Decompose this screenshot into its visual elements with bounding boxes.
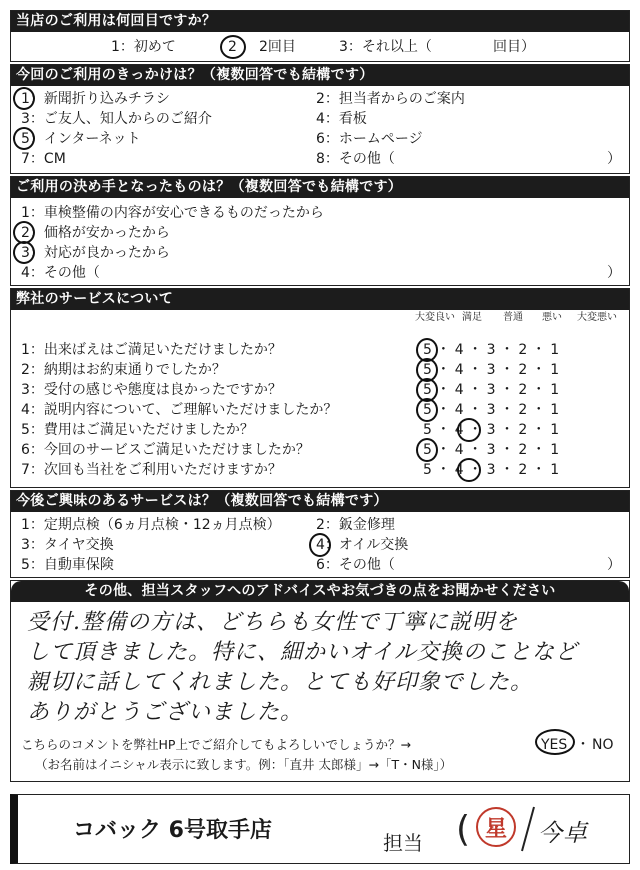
comments-section (10, 580, 630, 782)
publish-no[interactable]: NO (592, 737, 614, 753)
q1-option-2[interactable]: 2回目 (259, 39, 296, 55)
scale-label-3: 普通 (503, 312, 523, 323)
q4-answer-circle-6 (416, 438, 438, 462)
q5-item-5[interactable]: 5：自動車保険 (21, 557, 114, 573)
q4-item-4: 4：説明内容について、ご理解いただけましたか？ (21, 402, 338, 418)
comment-line-2: して頂きました。特に、細かいオイル交換のことなど (27, 640, 578, 665)
q2-item-4[interactable]: 4：看板 (316, 111, 367, 127)
q1-header: 当店のご利用は何回目ですか？ (11, 11, 629, 32)
q4-scale-2[interactable]: 5 ・ 4 ・ 3 ・ 2 ・ 1 (423, 362, 560, 378)
q2-item-1[interactable]: 1：新聞折り込みチラシ (21, 91, 170, 107)
q2-header: 今回のご利用のきっかけは？（複数回答でも結構です） (11, 65, 629, 86)
q4-scale-3[interactable]: 5 ・ 4 ・ 3 ・ 2 ・ 1 (423, 382, 560, 398)
q4-scale-6[interactable]: 5 ・ 4 ・ 3 ・ 2 ・ 1 (423, 442, 560, 458)
q1-option-1[interactable]: 1：初めて (111, 39, 176, 55)
q2-circle-5 (13, 127, 35, 150)
q2-item-8[interactable]: 8：その他（ (316, 151, 395, 167)
q5-item-2[interactable]: 2：鈑金修理 (316, 517, 395, 533)
scale-label-1: 大変悪い (577, 312, 617, 323)
q1-option-3-suffix: 回目） (493, 39, 535, 55)
q2-item-2[interactable]: 2：担当者からのご案内 (316, 91, 465, 107)
staff-signature: 今卓 (538, 819, 588, 847)
q3-header: ご利用の決め手となったものは？（複数回答でも結構です） (11, 177, 629, 198)
q4-item-6: 6：今回のサービスご満足いただけましたか？ (21, 442, 310, 458)
q1-selection-circle (220, 35, 246, 59)
q4-section (10, 288, 630, 488)
q4-item-2: 2：納期はお約束通りでしたか？ (21, 362, 226, 378)
publish-sep: ・ (576, 737, 590, 753)
publish-question: こちらのコメントを弊社HP上でご紹介してもよろしいでしょうか？→ (21, 737, 411, 752)
scale-label-4: 満足 (462, 312, 482, 323)
q4-header: 弊社のサービスについて (11, 289, 629, 310)
stamp-char: 星 (484, 816, 507, 842)
q1-option-3[interactable]: 3：それ以上（ (339, 39, 432, 55)
publish-yes-circle (535, 729, 575, 755)
q2-item-5[interactable]: 5：インターネット (21, 131, 141, 147)
q2-other-close: ） (607, 151, 621, 167)
q2-section (10, 64, 630, 174)
q2-item-6[interactable]: 6：ホームページ (316, 131, 423, 147)
q5-circle-4 (309, 533, 331, 557)
q5-section (10, 490, 630, 578)
comment-line-3: 親切に話してくれました。とても好印象でした。 (27, 670, 534, 695)
comment-line-1: 受付.整備の方は、どちらも女性で丁寧に説明を (27, 610, 518, 635)
q5-item-1[interactable]: 1：定期点検（6ヵ月点検・12ヵ月点検） (21, 517, 281, 533)
q2-circle-1 (13, 87, 35, 110)
q4-scale-5[interactable]: 5 ・ 4 ・ 3 ・ 2 ・ 1 (423, 422, 560, 438)
q1-section (10, 10, 630, 62)
q5-item-6[interactable]: 6：その他（ (316, 557, 395, 573)
q3-other-close: ） (607, 265, 621, 281)
comments-header: その他、担当スタッフへのアドバイスやお気づきの点をお聞かせください (11, 581, 629, 602)
q4-item-7: 7：次回も当社をご利用いただけますか？ (21, 462, 282, 478)
q4-item-3: 3：受付の感じや態度は良かったですか？ (21, 382, 282, 398)
q5-other-close: ） (607, 557, 621, 573)
slash-mark (518, 805, 538, 853)
q3-section (10, 176, 630, 286)
q3-item-4[interactable]: 4：その他（ (21, 265, 100, 281)
q5-item-3[interactable]: 3：タイヤ交換 (21, 537, 114, 553)
q3-item-2[interactable]: 2：価格が安かったから (21, 225, 170, 241)
q2-item-3[interactable]: 3：ご友人、知人からのご紹介 (21, 111, 212, 127)
q3-item-3[interactable]: 3：対応が良かったから (21, 245, 170, 261)
shop-name: コバック 6号取手店 (73, 818, 272, 843)
q4-scale-1[interactable]: 5 ・ 4 ・ 3 ・ 2 ・ 1 (423, 342, 560, 358)
q5-header: 今後ご興味のあるサービスは？（複数回答でも結構です） (11, 491, 629, 512)
initial-note: （お名前はイニシャル表示に致します。例：「直井 太郎様」→「T・N様」） (35, 757, 453, 772)
staff-stamp (476, 807, 516, 847)
paren-left: ( (456, 809, 471, 850)
q1-option-2-number[interactable]: 2 (228, 39, 237, 55)
q4-answer-circle-5 (457, 418, 481, 442)
q4-answer-circle-4 (416, 398, 438, 422)
q5-item-4[interactable]: 4：オイル交換 (316, 537, 409, 553)
q3-item-1[interactable]: 1：車検整備の内容が安心できるものだったから (21, 205, 324, 221)
q4-answer-circle-7 (457, 458, 481, 482)
survey-sheet (6, 4, 632, 866)
q4-scale-4[interactable]: 5 ・ 4 ・ 3 ・ 2 ・ 1 (423, 402, 560, 418)
publish-yes[interactable]: YES (541, 737, 568, 753)
scale-label-2: 悪い (542, 312, 562, 323)
q2-item-7[interactable]: 7：CM (21, 151, 66, 167)
footer-box (10, 794, 630, 864)
scale-label-5: 大変良い (415, 312, 455, 323)
q3-circle-3 (13, 241, 35, 264)
q4-item-5: 5：費用はご満足いただけましたか？ (21, 422, 254, 438)
q4-scale-7[interactable]: 5 ・ 4 ・ 3 ・ 2 ・ 1 (423, 462, 560, 478)
comment-line-4: ありがとうございました。 (27, 700, 304, 725)
q4-item-1: 1：出来ばえはご満足いただけましたか？ (21, 342, 282, 358)
staff-label: 担当 (383, 831, 423, 855)
